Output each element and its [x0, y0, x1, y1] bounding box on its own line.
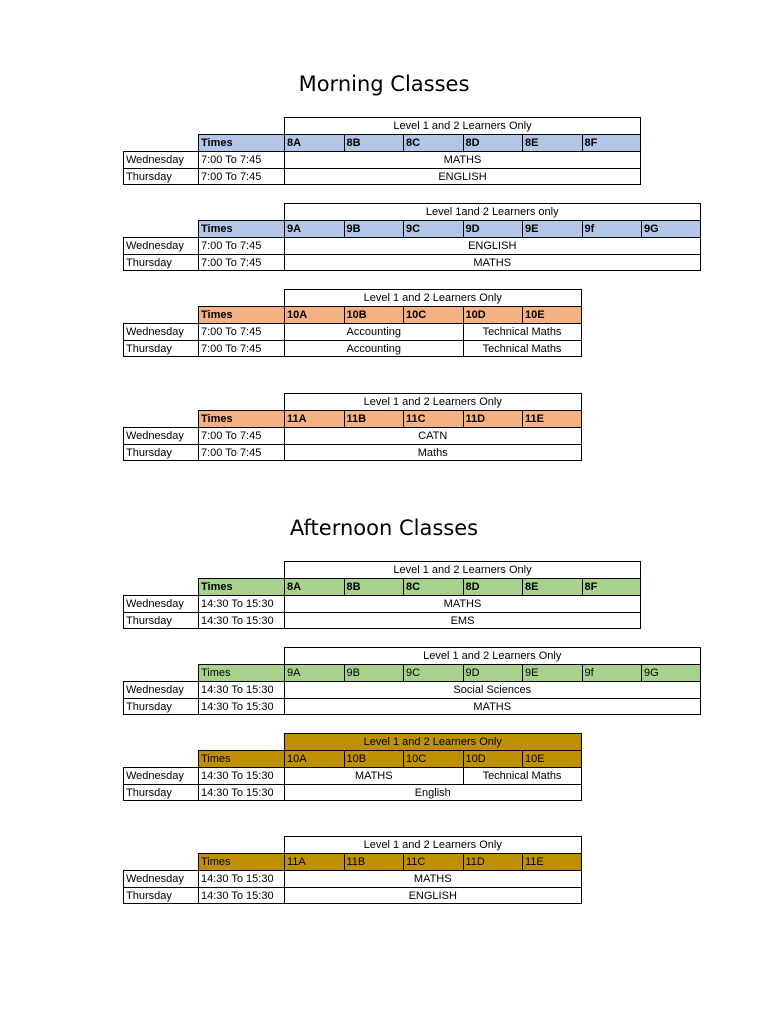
- class-header-10e: 10E: [522, 306, 582, 323]
- learners-banner: Level 1 and 2 Learners Only: [284, 647, 701, 664]
- learners-banner: Level 1 and 2 Learners Only: [284, 561, 641, 578]
- morning-classes-title: Morning Classes: [298, 72, 470, 96]
- times-header: Times: [198, 664, 284, 681]
- class-header-11b: 11B: [344, 410, 404, 427]
- class-header-9b: 9B: [344, 220, 404, 237]
- subject-cell: CATN: [284, 427, 582, 444]
- class-header-9g: 9G: [641, 220, 701, 237]
- day-cell: Wednesday: [123, 870, 198, 887]
- time-cell: 7:00 To 7:45: [198, 151, 284, 168]
- class-header-11e: 11E: [522, 410, 582, 427]
- subject-cell: Technical Maths: [463, 767, 582, 784]
- subject-cell: Accounting: [284, 323, 463, 340]
- class-header-10d: 10D: [463, 750, 523, 767]
- class-header-9e: 9E: [522, 220, 582, 237]
- subject-cell: Technical Maths: [463, 323, 582, 340]
- class-header-11a: 11A: [284, 853, 344, 870]
- day-cell: Wednesday: [123, 427, 198, 444]
- time-cell: 14:30 To 15:30: [198, 887, 284, 904]
- class-header-8c: 8C: [403, 134, 463, 151]
- time-cell: 14:30 To 15:30: [198, 681, 284, 698]
- class-header-11e: 11E: [522, 853, 582, 870]
- time-cell: 14:30 To 15:30: [198, 784, 284, 801]
- time-cell: 7:00 To 7:45: [198, 168, 284, 185]
- class-header-8d: 8D: [463, 578, 523, 595]
- day-cell: Wednesday: [123, 767, 198, 784]
- subject-cell: ENGLISH: [284, 237, 701, 254]
- time-cell: 7:00 To 7:45: [198, 237, 284, 254]
- class-header-9c: 9C: [403, 220, 463, 237]
- class-header-8a: 8A: [284, 134, 344, 151]
- subject-cell: Social Sciences: [284, 681, 701, 698]
- time-cell: 14:30 To 15:30: [198, 767, 284, 784]
- subject-cell: MATHS: [284, 151, 641, 168]
- class-header-9d: 9D: [463, 220, 523, 237]
- class-header-8e: 8E: [522, 578, 582, 595]
- day-cell: Wednesday: [123, 595, 198, 612]
- class-header-8a: 8A: [284, 578, 344, 595]
- subject-cell: EMS: [284, 612, 641, 629]
- class-header-11a: 11A: [284, 410, 344, 427]
- day-cell: Wednesday: [123, 151, 198, 168]
- class-header-10e: 10E: [522, 750, 582, 767]
- time-cell: 7:00 To 7:45: [198, 254, 284, 271]
- day-cell: Wednesday: [123, 323, 198, 340]
- afternoon-classes-title: Afternoon Classes: [289, 516, 479, 540]
- class-header-10b: 10B: [344, 306, 404, 323]
- learners-banner: Level 1 and 2 Learners Only: [284, 836, 582, 853]
- times-header: Times: [198, 306, 284, 323]
- learners-banner: Level 1 and 2 Learners Only: [284, 289, 582, 306]
- class-header-8b: 8B: [344, 134, 404, 151]
- class-header-8c: 8C: [403, 578, 463, 595]
- class-header-8f: 8F: [582, 134, 642, 151]
- day-cell: Thursday: [123, 444, 198, 461]
- day-cell: Thursday: [123, 254, 198, 271]
- time-cell: 7:00 To 7:45: [198, 444, 284, 461]
- subject-cell: English: [284, 784, 582, 801]
- times-header: Times: [198, 410, 284, 427]
- class-header-11c: 11C: [403, 410, 463, 427]
- subject-cell: ENGLISH: [284, 168, 641, 185]
- class-header-8f: 8F: [582, 578, 642, 595]
- times-header: Times: [198, 750, 284, 767]
- class-header-11d: 11D: [463, 853, 523, 870]
- day-cell: Wednesday: [123, 237, 198, 254]
- class-header-8b: 8B: [344, 578, 404, 595]
- class-header-10a: 10A: [284, 306, 344, 323]
- time-cell: 14:30 To 15:30: [198, 698, 284, 715]
- day-cell: Thursday: [123, 698, 198, 715]
- class-header-11d: 11D: [463, 410, 523, 427]
- class-header-10a: 10A: [284, 750, 344, 767]
- time-cell: 7:00 To 7:45: [198, 323, 284, 340]
- learners-banner: Level 1and 2 Learners only: [284, 203, 701, 220]
- class-header-9a: 9A: [284, 220, 344, 237]
- subject-cell: MATHS: [284, 870, 582, 887]
- subject-cell: MATHS: [284, 698, 701, 715]
- time-cell: 7:00 To 7:45: [198, 340, 284, 357]
- class-header-9f: 9f: [582, 220, 642, 237]
- class-header-10c: 10C: [403, 306, 463, 323]
- class-header-11b: 11B: [344, 853, 404, 870]
- learners-banner: Level 1 and 2 Learners Only: [284, 117, 641, 134]
- times-header: Times: [198, 853, 284, 870]
- class-header-9f: 9f: [582, 664, 642, 681]
- subject-cell: Technical Maths: [463, 340, 582, 357]
- time-cell: 14:30 To 15:30: [198, 595, 284, 612]
- class-header-10b: 10B: [344, 750, 404, 767]
- learners-banner: Level 1 and 2 Learners Only: [284, 393, 582, 410]
- times-header: Times: [198, 578, 284, 595]
- subject-cell: MATHS: [284, 595, 641, 612]
- subject-cell: MATHS: [284, 767, 463, 784]
- time-cell: 14:30 To 15:30: [198, 870, 284, 887]
- class-header-8d: 8D: [463, 134, 523, 151]
- subject-cell: MATHS: [284, 254, 701, 271]
- class-header-11c: 11C: [403, 853, 463, 870]
- class-header-10c: 10C: [403, 750, 463, 767]
- class-header-9d: 9D: [463, 664, 523, 681]
- class-header-9c: 9C: [403, 664, 463, 681]
- class-header-10d: 10D: [463, 306, 523, 323]
- subject-cell: ENGLISH: [284, 887, 582, 904]
- time-cell: 14:30 To 15:30: [198, 612, 284, 629]
- subject-cell: Maths: [284, 444, 582, 461]
- day-cell: Thursday: [123, 168, 198, 185]
- class-header-9a: 9A: [284, 664, 344, 681]
- times-header: Times: [198, 134, 284, 151]
- day-cell: Thursday: [123, 784, 198, 801]
- day-cell: Thursday: [123, 612, 198, 629]
- time-cell: 7:00 To 7:45: [198, 427, 284, 444]
- class-header-9b: 9B: [344, 664, 404, 681]
- subject-cell: Accounting: [284, 340, 463, 357]
- day-cell: Thursday: [123, 340, 198, 357]
- learners-banner: Level 1 and 2 Learners Only: [284, 733, 582, 750]
- day-cell: Thursday: [123, 887, 198, 904]
- times-header: Times: [198, 220, 284, 237]
- class-header-9e: 9E: [522, 664, 582, 681]
- class-header-9g: 9G: [641, 664, 701, 681]
- day-cell: Wednesday: [123, 681, 198, 698]
- class-header-8e: 8E: [522, 134, 582, 151]
